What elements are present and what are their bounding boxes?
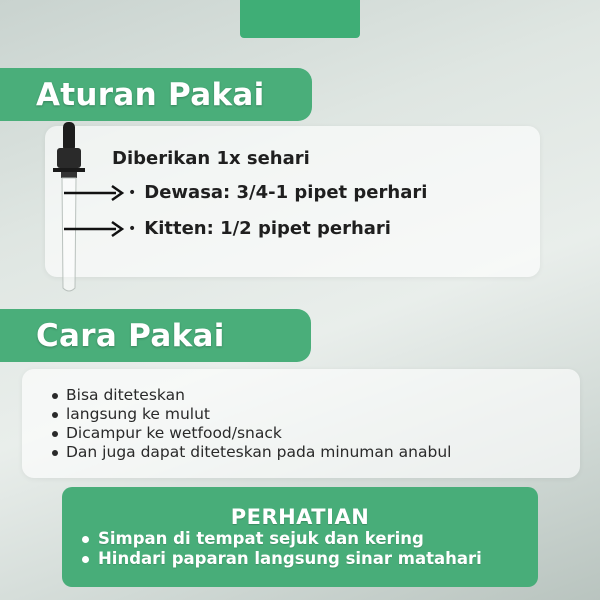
arrow-right-icon <box>64 184 126 202</box>
list-item-text: Dan juga dapat diteteskan pada minuman anabul <box>66 443 452 461</box>
list-item <box>82 549 538 569</box>
top-tab-decoration <box>240 0 360 38</box>
usage-list <box>52 386 451 462</box>
perhatian-list <box>62 529 538 569</box>
dose-title: Diberikan 1x sehari <box>112 148 310 169</box>
arrow-right-icon <box>64 220 126 238</box>
list-item <box>82 529 538 549</box>
bullet-icon <box>82 556 89 563</box>
list-item-text: Bisa diteteskan <box>66 386 185 404</box>
list-item-text: Dicampur ke wetfood/snack <box>66 424 282 442</box>
aturan-pakai-title: Aturan Pakai <box>36 76 265 113</box>
bullet-icon <box>52 412 58 418</box>
bullet-dot: • <box>128 184 137 201</box>
aturan-pakai-header <box>0 68 312 121</box>
perhatian-title: PERHATIAN <box>230 505 370 529</box>
list-item <box>52 424 451 443</box>
bullet-icon <box>52 450 58 456</box>
list-item <box>52 405 451 424</box>
list-item <box>52 443 451 462</box>
bullet-icon <box>52 393 58 399</box>
bullet-dot: • <box>128 220 137 237</box>
perhatian-box <box>62 487 538 587</box>
dose-adult-text: Dewasa: 3/4-1 pipet perhari <box>144 182 428 203</box>
list-item-text: Hindari paparan langsung sinar matahari <box>98 549 482 568</box>
dose-kitten-text: Kitten: 1/2 pipet perhari <box>144 218 391 239</box>
list-item <box>52 386 451 405</box>
bullet-icon <box>52 431 58 437</box>
dropper-icon <box>45 120 95 295</box>
list-item-text: Simpan di tempat sejuk dan kering <box>98 529 424 548</box>
bullet-icon <box>82 536 89 543</box>
list-item-text: langsung ke mulut <box>66 405 210 423</box>
dose-row-kitten <box>64 218 391 239</box>
dose-row-adult <box>64 182 427 203</box>
cara-pakai-header <box>0 309 311 362</box>
cara-pakai-title: Cara Pakai <box>36 317 225 354</box>
